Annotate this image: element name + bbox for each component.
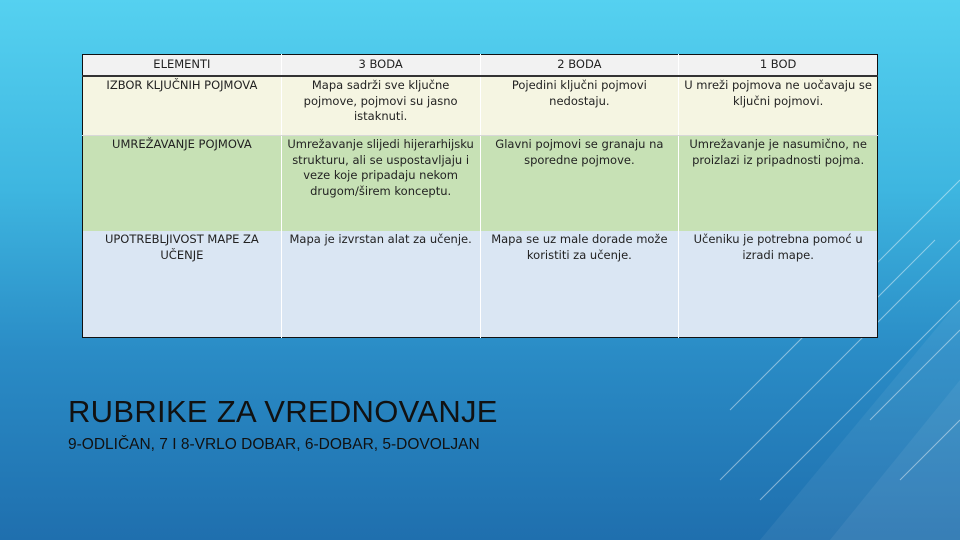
table-cell: U mreži pojmova ne uočavaju se ključni pojmovi. (679, 76, 878, 136)
slide-subtitle: 9-ODLIČAN, 7 I 8-VRLO DOBAR, 6-DOBAR, 5-DOVOLJAN (68, 436, 480, 453)
header-cell: 2 BODA (480, 55, 679, 77)
table-row (83, 231, 878, 338)
criterion-cell: UPOTREBLJIVOST MAPE ZA UČENJE (83, 231, 282, 338)
header-row (83, 55, 878, 77)
table-cell: Umrežavanje je nasumično, ne proizlazi iz pripadnosti pojma. (679, 136, 878, 232)
header-cell: ELEMENTI (83, 55, 282, 77)
criterion-cell: UMREŽAVANJE POJMOVA (83, 136, 282, 232)
header-cell: 3 BODA (281, 55, 480, 77)
table-cell: Mapa je izvrstan alat za učenje. (281, 231, 480, 338)
rubric-table (82, 54, 878, 338)
table-cell: Mapa sadrži sve ključne pojmove, pojmovi su jasno istaknuti. (281, 76, 480, 136)
table-row (83, 136, 878, 232)
table-cell: Glavni pojmovi se granaju na sporedne pojmove. (480, 136, 679, 232)
header-cell: 1 BOD (679, 55, 878, 77)
table-row (83, 76, 878, 136)
table-cell: Mapa se uz male dorade može koristiti za učenje. (480, 231, 679, 338)
table-cell: Učeniku je potrebna pomoć u izradi mape. (679, 231, 878, 338)
slide-title: RUBRIKE ZA VREDNOVANJE (68, 394, 498, 429)
table-cell: Umrežavanje slijedi hijerarhijsku strukturu, ali se uspostavljaju i veze koje pripadaju nekom drugom/širem konceptu. (281, 136, 480, 232)
criterion-cell: IZBOR KLJUČNIH POJMOVA (83, 76, 282, 136)
table-cell: Pojedini ključni pojmovi nedostaju. (480, 76, 679, 136)
